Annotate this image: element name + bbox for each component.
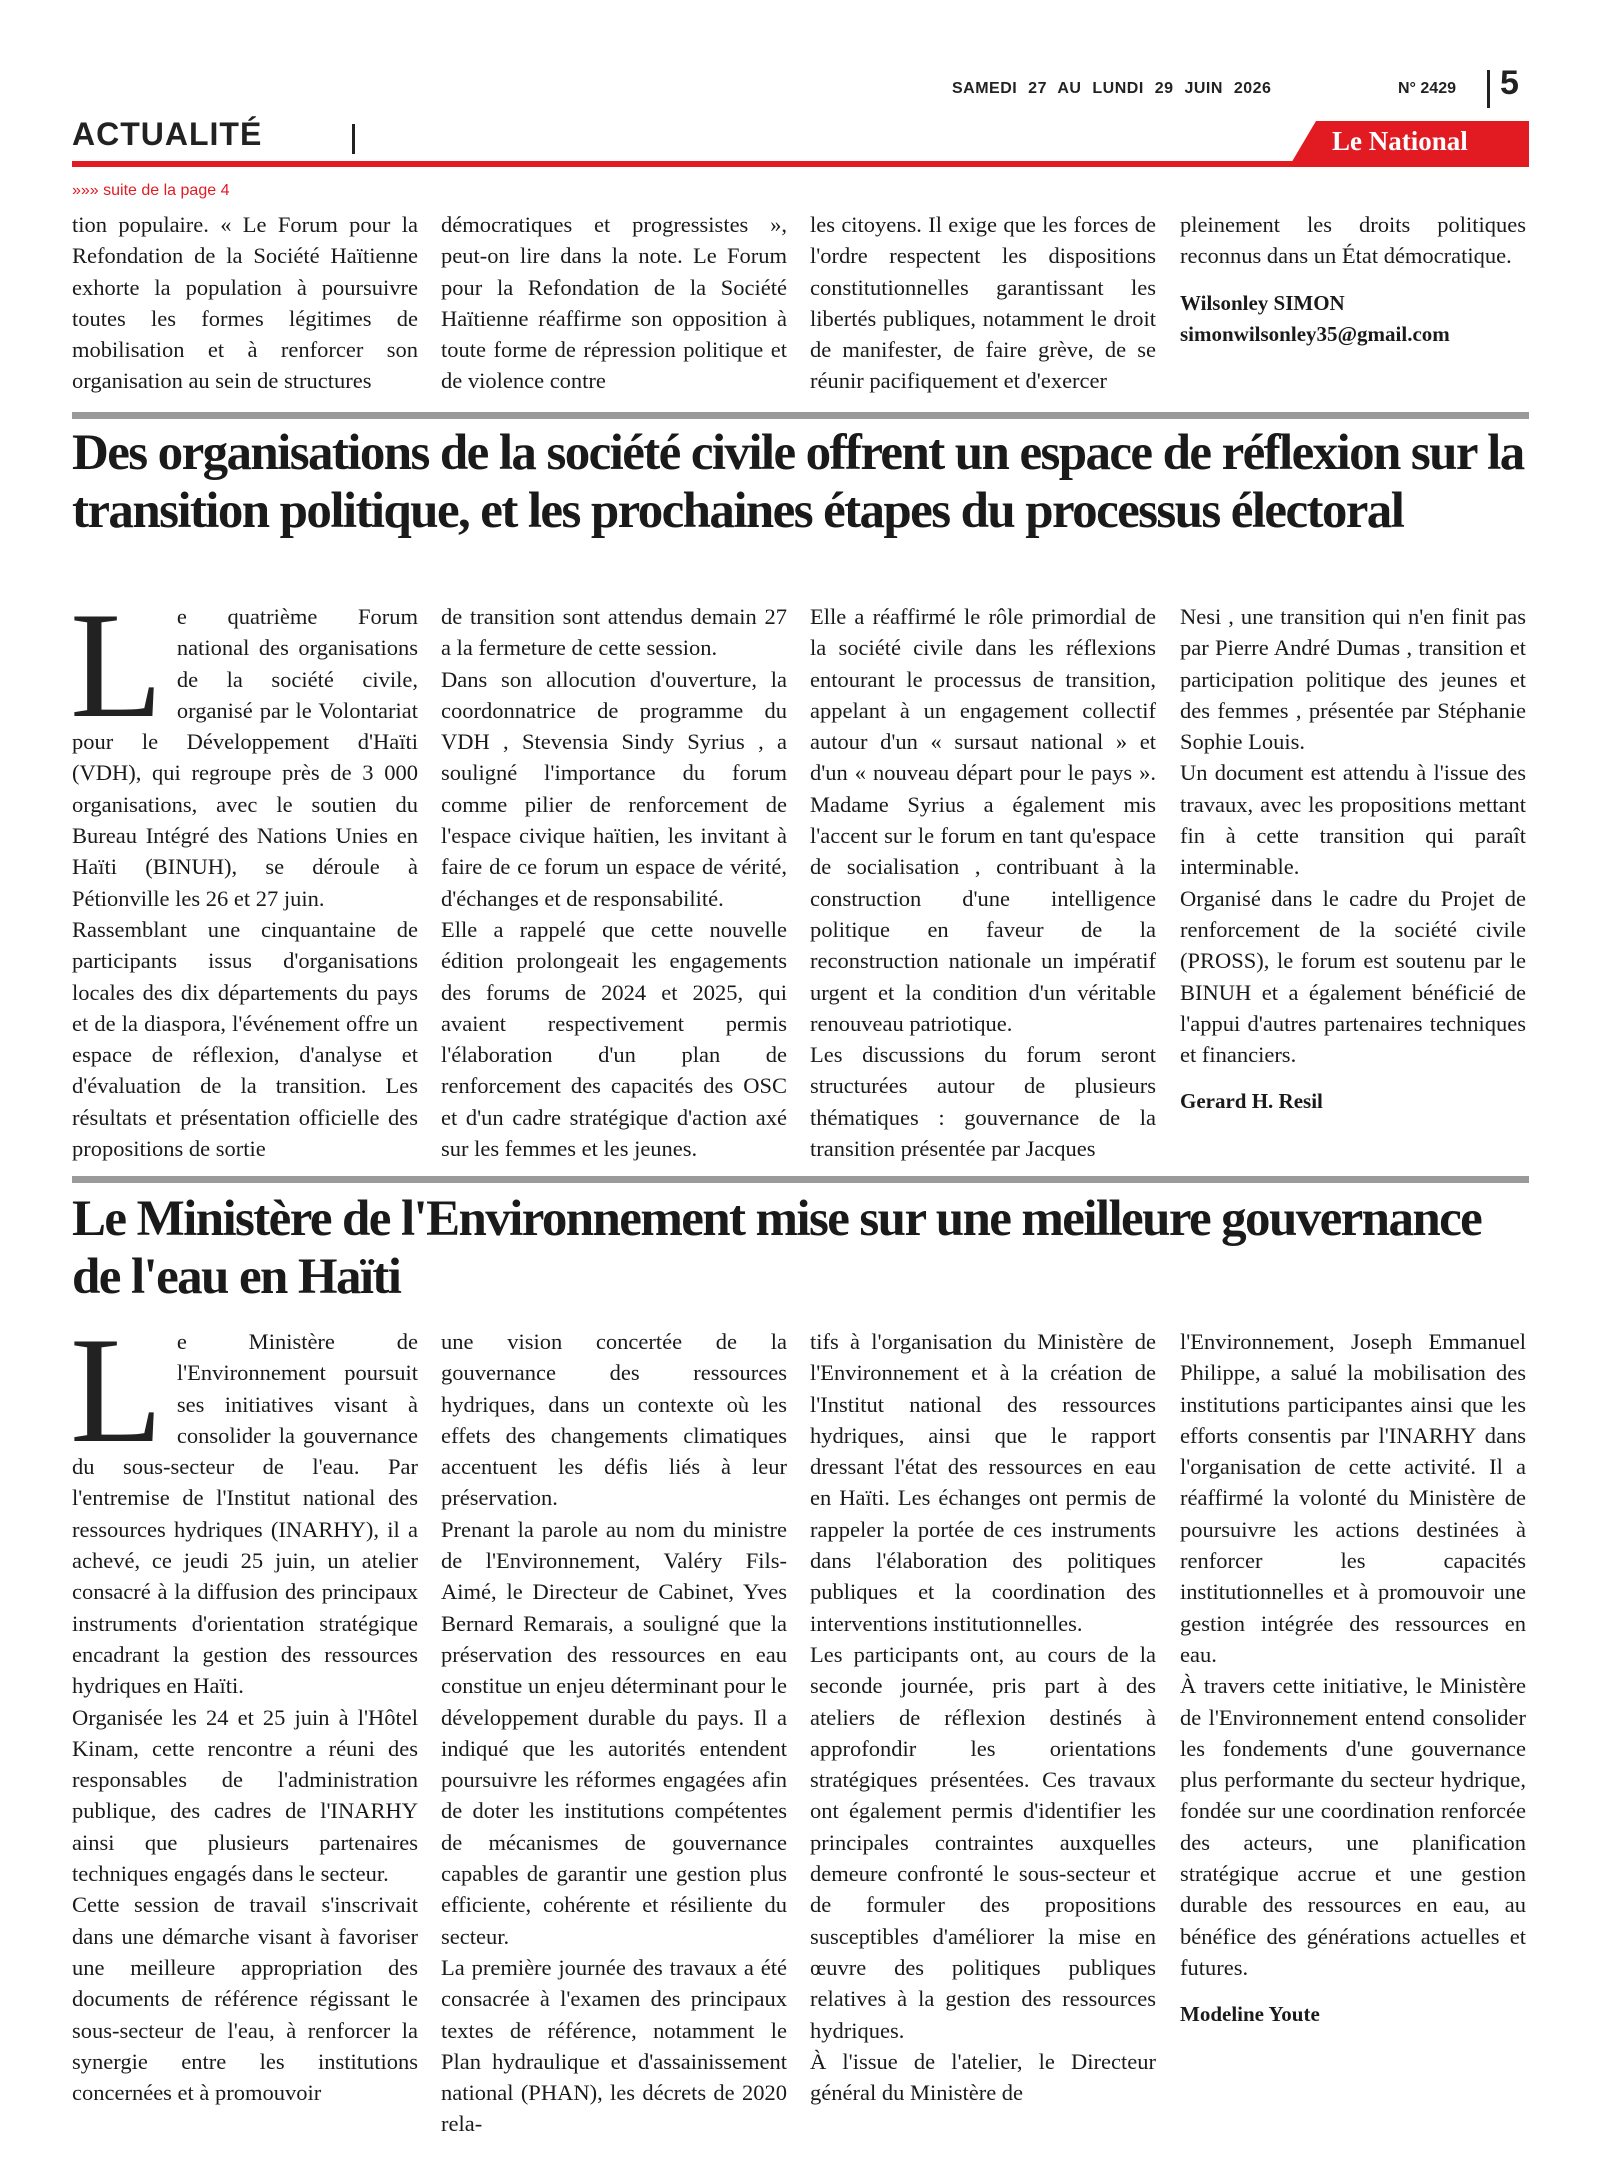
page-number-divider [1487, 70, 1490, 108]
section-title: ACTUALITÉ [72, 116, 263, 152]
article2-col3-paragraph-1: Elle a réaffirmé le rôle primordial de la société civile dans les réflexions entourant le processus de transition, appelant à un engagement collectif autour d'un « sursaut national » et d'un « nouveau départ pour le pays ». Madame Syrius a également mis l'accent sur le forum en tant qu'espace de socialisation , contribuant à la construction d'une intelligence politique en faveur de la reconstruction nationale un impératif urgent et la condition d'un véritable renouveau patriotique. [810, 604, 1156, 1036]
article3-col1-paragraph-3: Cette session de travail s'inscrivait dans une démarche visant à favoriser une meilleure appropriation des documents de référence régissant le sous-secteur de l'eau, à renforcer la synergie entre les institutions concernées et à promouvoir [72, 1892, 418, 2106]
article3-column-2 [441, 1326, 787, 2140]
article3-col4-paragraph-1: l'Environnement, Joseph Emmanuel Philippe, a salué la mobilisation des institutions participantes ainsi que les efforts consentis par l'INARHY dans l'organisation de cette activité. Il a réaffirmé la volonté du Ministère de poursuivre les actions destinées à renforcer les capacités institutionnelles et à promouvoir une gestion intégrée des ressources en eau. [1180, 1329, 1526, 1667]
article2-col2-paragraph-1: de transition sont attendus demain 27 a la fermeture de cette session. [441, 604, 787, 661]
issue-date: SAMEDI 27 AU LUNDI 29 JUIN 2026 [952, 80, 1272, 97]
article-separator [72, 1176, 1529, 1183]
section-divider [352, 124, 355, 154]
article1-col4-text: pleinement les droits politiques reconnus dans un État démocratique. [1180, 212, 1526, 269]
article2-col4-paragraph-3: Organisé dans le cadre du Projet de renforcement de la société civile (PROSS), le forum est soutenu par le BINUH et a également bénéficié de l'appui d'autres partenaires techniques et financiers. [1180, 885, 1526, 1068]
article2-col4-paragraph-1: Nesi , une transition qui n'en finit pas par Pierre André Dumas , transition et participation politique des jeunes et des femmes , présentée par Stéphanie Sophie Louis. [1180, 604, 1526, 755]
article3-column-3 [810, 1326, 1156, 2108]
article1-column-1 [72, 209, 418, 397]
article2-column-1 [70, 581, 418, 1164]
article2-column-3 [810, 601, 1156, 1164]
newspaper-logo: Le National [1332, 126, 1468, 156]
article3-col3-paragraph-3: À l'issue de l'atelier, le Directeur général du Ministère de [810, 2048, 1156, 2106]
article3-column-1 [70, 1306, 418, 2108]
issue-number: N° 2429 [1398, 80, 1456, 97]
article1-col1-text: tion populaire. « Le Forum pour la Refondation de la Société Haïtienne exhorte la population à poursuivre toutes les formes légitimes de mobilisation et à renforcer son organisation au sein de structures [72, 212, 418, 394]
article2-col3-paragraph-2: Les discussions du forum seront structurées autour de plusieurs thématiques : gouvernance de la transition présentée par Jacques [810, 1042, 1156, 1162]
article3-col3-paragraph-1: tifs à l'organisation du Ministère de l'Environnement et à la création de l'Institut national des ressources hydriques, ainsi que le rapport dressant l'état des ressources en eau en Haïti. Les échanges ont permis de rappeler la portée de ces instruments dans l'élaboration des politiques publiques et la coordination des interventions institutionnelles. [810, 1329, 1156, 1636]
article2-headline: Des organisations de la société civile offrent un espace de réflexion sur la transition politique, et les prochaines étapes du processus électoral [72, 425, 1524, 539]
article1-column-2 [441, 209, 787, 397]
article1-author: Wilsonley SIMON [1180, 290, 1345, 315]
article2-column-2 [441, 601, 787, 1164]
article2-col2-paragraph-3: Elle a rappelé que cette nouvelle édition prolongeait les engagements des forums de 2024 et 2025, qui avaient respectivement permis l'élaboration d'un plan de renforcement des capacités des OSC et d'un cadre stratégique d'action axé sur les femmes et les jeunes. [441, 916, 787, 1162]
article2-dropcap: L [70, 581, 163, 749]
article2-col1-paragraph-1: e quatrième Forum national des organisations de la société civile, organisé par le Volontariat pour le Développement d'Haïti (VDH), qui regroupe près de 3 000 organisations, avec le soutien du Bureau Intégré des Nations Unies en Haïti (BINUH), se déroule à Pétionville les 26 et 27 juin. [72, 604, 418, 911]
page-number: 5 [1500, 64, 1519, 102]
article1-col3-text: les citoyens. Il exige que les forces de l'ordre respectent les dispositions constitutionnelles garantissant les libertés publiques, notamment le droit de manifester, de faire grève, de se réunir pacifiquement et d'exercer [810, 212, 1156, 394]
article3-column-4 [1180, 1326, 1526, 2031]
article3-col2-paragraph-2: Prenant la parole au nom du ministre de l'Environnement, Valéry Fils-Aimé, le Directeur de Cabinet, Yves Bernard Remarais, a souligné que la préservation des ressources en eau constitue un enjeu déterminant pour le développement durable du pays. Il a indiqué que les autorités entendent poursuivre les réformes engagées afin de doter les institutions compétentes de mécanismes de gouvernance capables de garantir une gestion plus efficiente, cohérente et résiliente du secteur. [441, 1516, 787, 1949]
article3-col1-paragraph-1: e Ministère de l'Environnement poursuit ses initiatives visant à consolider la gouvernance du sous-secteur de l'eau. Par l'entremise de l'Institut national des ressources hydriques (INARHY), il a achevé, ce jeudi 25 juin, un atelier consacré à la diffusion des principaux instruments d'orientation stratégique encadrant la gestion des ressources hydriques en Haïti. [72, 1329, 418, 1699]
article-separator [72, 412, 1529, 419]
article3-headline: Le Ministère de l'Environnement mise sur une meilleure gouvernance de l'eau en Haïti [72, 1191, 1482, 1305]
article1-author-email: simonwilsonley35@gmail.com [1180, 321, 1450, 346]
article1-col2-text: démocratiques et progressistes », peut-on lire dans la note. Le Forum pour la Refondation de la Société Haïtienne réaffirme son opposition à toute forme de répression politique et de violence contre [441, 212, 787, 394]
continued-from-label: »»» suite de la page 4 [72, 182, 230, 199]
article1-column-4 [1180, 209, 1526, 350]
article2-col1-paragraph-2: Rassemblant une cinquantaine de participants issus d'organisations locales des dix départements du pays et de la diaspora, l'événement offre un espace de réflexion, d'analyse et d'évaluation de la transition. Les résultats et présentation officielle des propositions de sortie [72, 916, 418, 1162]
article2-column-4 [1180, 601, 1526, 1118]
article3-col4-paragraph-2: À travers cette initiative, le Ministère de l'Environnement entend consolider les fondements d'une gouvernance plus performante du secteur hydrique, fondée sur une coordination renforcée des acteurs, une planification stratégique accrue et une gestion durable des ressources en eau, au bénéfice des générations actuelles et futures. [1180, 1673, 1526, 1980]
article2-col4-paragraph-2: Un document est attendu à l'issue des travaux, avec les propositions mettant fin à cette transition qui paraît interminable. [1180, 760, 1526, 880]
article1-column-3 [810, 209, 1156, 397]
article3-col1-paragraph-2: Organisée les 24 et 25 juin à l'Hôtel Kinam, cette rencontre a réuni des responsables de l'administration publique, des cadres de l'INARHY ainsi que plusieurs partenaires techniques engagés dans le secteur. [72, 1704, 418, 1887]
article3-col2-paragraph-1: une vision concertée de la gouvernance des ressources hydriques, dans un contexte où les effets des changements climatiques accentuent les défis liés à leur préservation. [441, 1329, 787, 1511]
article2-col2-paragraph-2: Dans son allocution d'ouverture, la coordonnatrice de programme du VDH , Stevensia Sindy Syrius , a souligné l'importance du forum comme pilier de renforcement de l'espace civique haïtien, les invitant à faire de ce forum un espace de vérité, d'échanges et de responsabilité. [441, 666, 787, 911]
article3-dropcap: L [70, 1306, 163, 1474]
article2-author: Gerard H. Resil [1180, 1089, 1323, 1114]
article3-col3-paragraph-2: Les participants ont, au cours de la seconde journée, pris part à des ateliers de réflexion destinés à approfondir les orientations stratégiques présentées. Ces travaux ont également permis d'identifier les principales contraintes auxquelles demeure confronté le sous-secteur et de formuler des propositions susceptibles d'améliorer la mise en œuvre des politiques publiques relatives à la gestion des ressources hydriques. [810, 1641, 1156, 2043]
article3-author: Modeline Youte [1180, 2002, 1320, 2027]
article3-col2-paragraph-3: La première journée des travaux a été consacrée à l'examen des principaux textes de référence, notamment le Plan hydraulique et d'assainissement national (PHAN), les décrets de 2020 rela- [441, 1954, 787, 2137]
